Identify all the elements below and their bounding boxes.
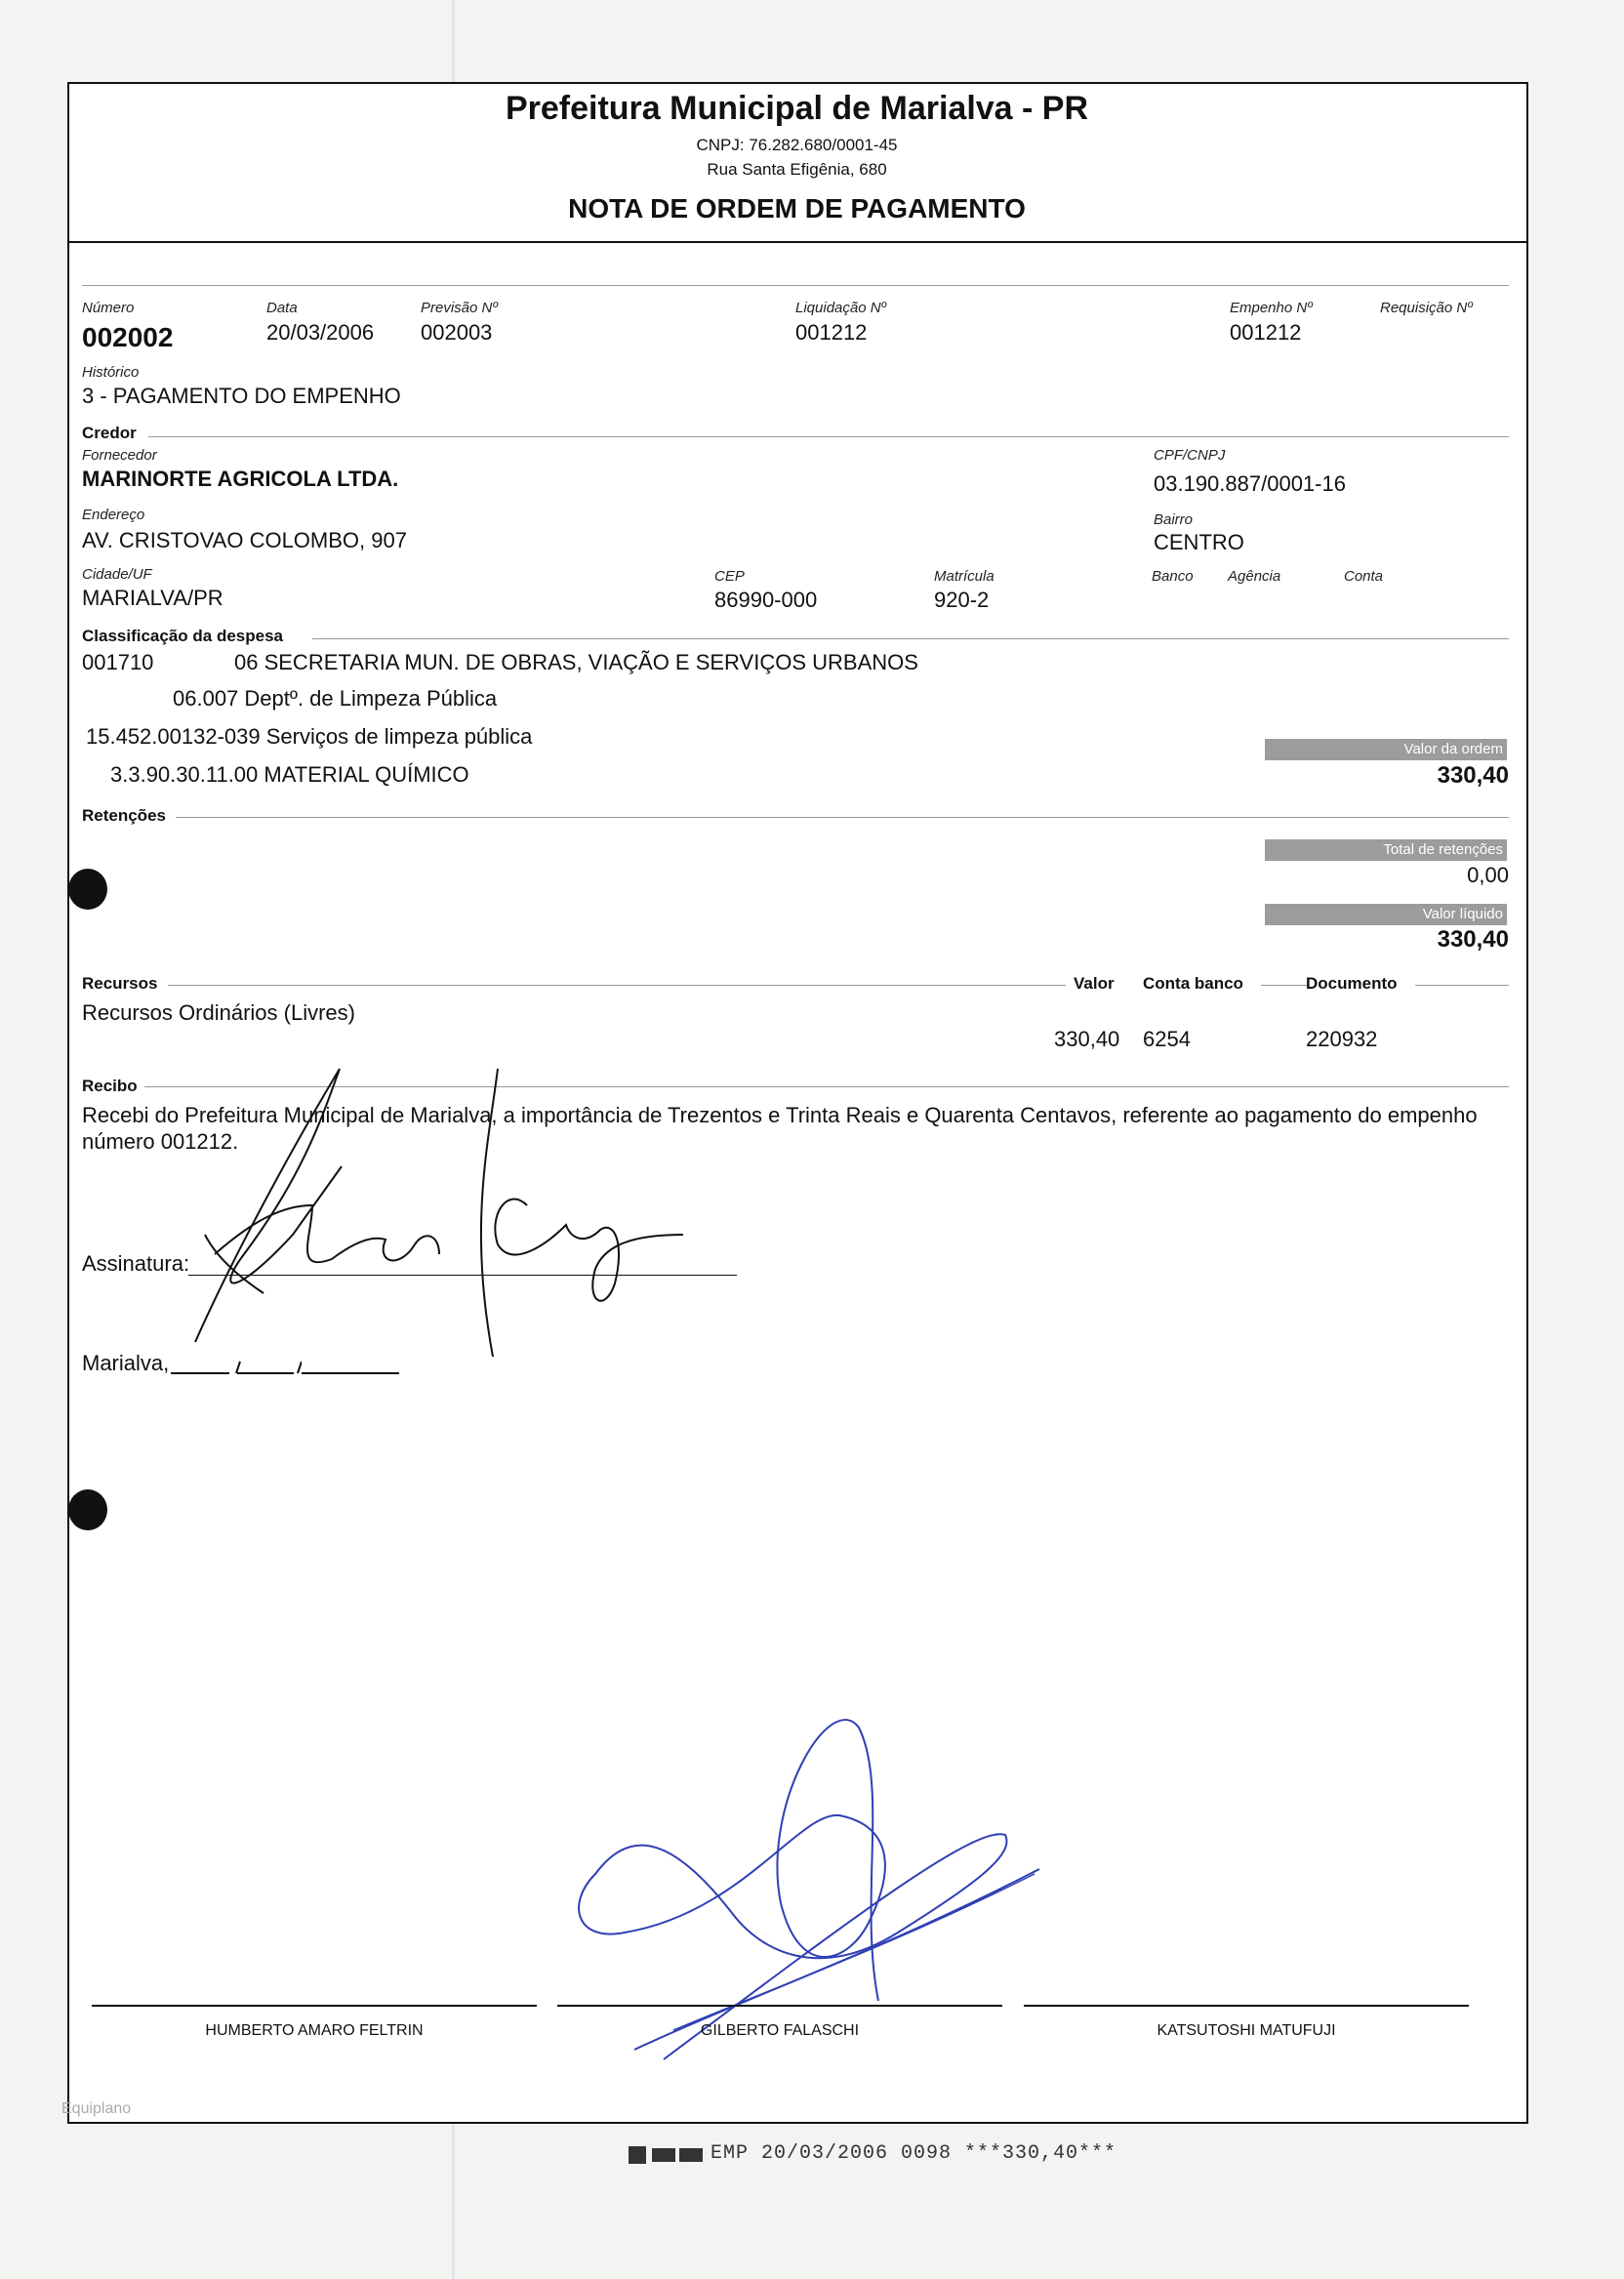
numero-value: 002002 [82,322,174,352]
punch-hole-bottom [68,1489,107,1530]
valor-liquido-label: Valor líquido [1265,904,1507,925]
recursos-documento: 220932 [1306,1027,1378,1051]
signatory-1: HUMBERTO AMARO FELTRIN [205,2022,424,2039]
signature-line-3 [1024,2005,1469,2007]
unidade-value: 06.007 Deptº. de Limpeza Pública [173,686,498,711]
empenho-value: 001212 [1230,320,1302,345]
signatory-3: KATSUTOSHI MATUFUJI [1157,2022,1336,2039]
recursos-conta-label: Conta banco [1143,974,1243,993]
bairro-value: CENTRO [1154,530,1244,554]
cidade-label: Cidade/UF [82,566,152,583]
liquidacao-label: Liquidação Nº [795,300,887,316]
cep-label: CEP [714,568,745,585]
funcional-value: 15.452.00132-039 Serviços de limpeza pública [86,724,533,749]
equiplano-brand: Equiplano [61,2100,132,2117]
recursos-valor-label: Valor [1074,974,1115,993]
endereco-value: AV. CRISTOVAO COLOMBO, 907 [82,528,407,552]
credor-rule [148,436,1509,437]
cidade-value: MARIALVA/PR [82,586,223,610]
classificacao-section: Classificação da despesa [82,627,284,645]
recipient-signature [176,1059,703,1371]
recursos-section: Recursos [82,974,158,993]
address-line: Rua Santa Efigênia, 680 [707,160,887,179]
recibo-section: Recibo [82,1077,138,1095]
bank-stamp-text: EMP 20/03/2006 0098 ***330,40*** [710,2142,1117,2165]
recursos-rule-2 [1261,985,1308,986]
header-separator [67,241,1526,243]
classificacao-rule [312,638,1509,639]
bank-stamp-logo [629,2144,705,2166]
cep-value: 86990-000 [714,588,818,612]
retencoes-section: Retenções [82,806,166,825]
recursos-documento-label: Documento [1306,974,1398,993]
recursos-rule [168,985,1066,986]
numero-label: Número [82,300,135,316]
historico-label: Histórico [82,364,140,381]
punch-hole-top [68,869,107,910]
previsao-label: Previsão Nº [421,300,498,316]
cnpj-line: CNPJ: 76.282.680/0001-45 [696,136,898,154]
empenho-label: Empenho Nº [1230,300,1313,316]
top-rule [82,285,1509,286]
previsao-value: 002003 [421,320,493,345]
recursos-fonte: Recursos Ordinários (Livres) [82,1000,355,1025]
valor-ordem-label: Valor da ordem [1265,739,1507,760]
data-label: Data [266,300,298,316]
banco-label: Banco [1152,568,1194,585]
liquidacao-value: 001212 [795,320,868,345]
recursos-conta: 6254 [1143,1027,1191,1051]
total-retencoes-value: 0,00 [1467,863,1509,887]
endereco-label: Endereço [82,507,145,523]
bairro-label: Bairro [1154,511,1194,528]
fornecedor-label: Fornecedor [82,447,157,464]
valor-liquido-value: 330,40 [1437,926,1509,953]
classificacao-code: 001710 [82,650,154,674]
orgao-value: 06 SECRETARIA MUN. DE OBRAS, VIAÇÃO E SERVIÇOS URBANOS [234,650,918,674]
matricula-label: Matrícula [934,568,995,585]
recibo-text-line1: Recebi do Prefeitura Municipal de Marialva, a importância de Trezentos e Trinta Reais e Quarenta Centavos, referente ao pagamento do empenho [82,1103,1478,1127]
matricula-value: 920-2 [934,588,990,612]
total-retencoes-label: Total de retenções [1265,839,1507,861]
cnpj-value: 03.190.887/0001-16 [1154,471,1346,496]
local-label: Marialva, [82,1351,170,1375]
signatory-2: GILBERTO FALASCHI [700,2022,860,2039]
recursos-valor: 330,40 [1054,1027,1120,1051]
conta-label: Conta [1344,568,1384,585]
data-value: 20/03/2006 [266,320,375,345]
requisicao-label: Requisição Nº [1380,300,1473,316]
cnpj-label: CPF/CNPJ [1154,447,1226,464]
fornecedor-value: MARINORTE AGRICOLA LTDA. [82,467,399,491]
signature-line-1 [92,2005,537,2007]
date-day-line [171,1372,229,1374]
valor-ordem-value: 330,40 [1437,762,1509,789]
document-title: NOTA DE ORDEM DE PAGAMENTO [568,193,1026,224]
municipality-title: Prefeitura Municipal de Marialva - PR [505,90,1089,127]
historico-value: 3 - PAGAMENTO DO EMPENHO [82,384,401,408]
recursos-rule-3 [1415,985,1509,986]
credor-section: Credor [82,424,137,442]
elemento-value: 3.3.90.30.11.00 MATERIAL QUÍMICO [110,762,469,787]
recibo-text-line2: número 001212. [82,1129,239,1154]
retencoes-rule [176,817,1509,818]
agencia-label: Agência [1228,568,1281,585]
assinatura-label: Assinatura: [82,1251,190,1276]
date-year-line [302,1372,399,1374]
signature-line-2 [557,2005,1002,2007]
